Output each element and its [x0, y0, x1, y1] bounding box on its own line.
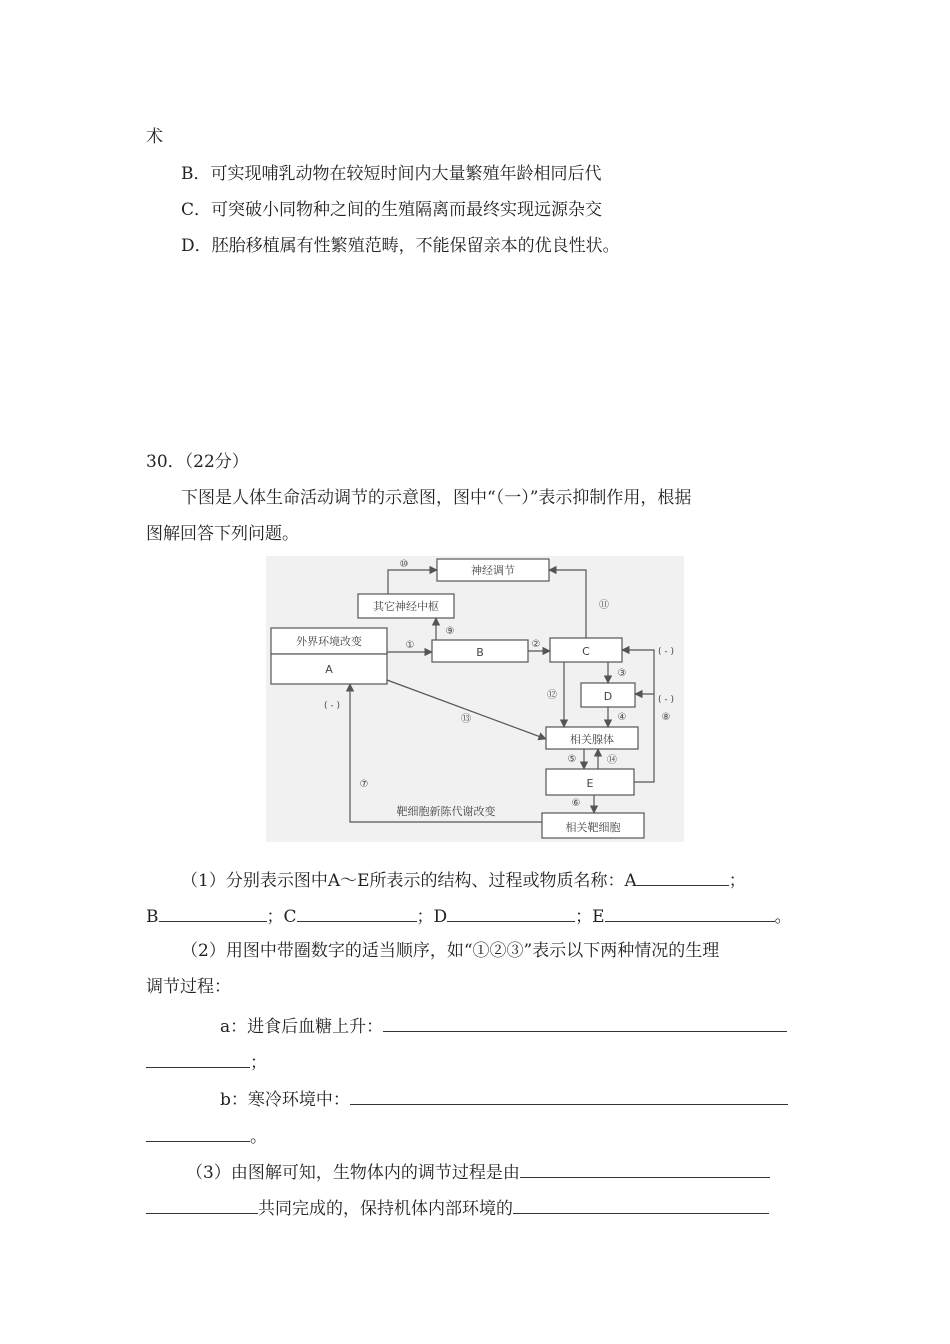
num-10: ⑩ [399, 559, 409, 570]
answer-blank-3a[interactable] [520, 1160, 770, 1178]
arrow-8 [622, 650, 654, 782]
answer-blank-3b[interactable] [513, 1196, 769, 1214]
question-intro-line2: 图解回答下列问题。 [146, 524, 299, 544]
answer-blank-2a-cont[interactable] [146, 1050, 250, 1068]
inhibit-label-1: ( - ) [658, 647, 674, 657]
num-6: ⑥ [571, 798, 581, 809]
part2-b-cont [146, 1124, 267, 1148]
separator: ； [728, 871, 746, 891]
answer-blank-c[interactable] [297, 904, 417, 922]
option-b: B．可实现哺乳动物在较短时间内大量繁殖年龄相同后代 [181, 164, 602, 184]
part1-line1 [181, 868, 746, 892]
label-A: A [325, 663, 333, 676]
arrow-10 [388, 570, 437, 594]
num-2: ② [531, 639, 541, 650]
label-metab-change: 靶细胞新陈代谢改变 [396, 805, 496, 818]
num-12: ⑫ [547, 690, 557, 701]
inhibit-label-3: ( - ) [324, 701, 340, 711]
separator: ； [250, 1053, 267, 1073]
regulation-diagram [266, 556, 684, 842]
option-d: D．胚胎移植属有性繁殖范畴，不能保留亲本的优良性状。 [181, 236, 620, 256]
num-5: ⑤ [567, 754, 577, 765]
question-intro-line1: 下图是人体生命活动调节的示意图，图中“（一）”表示抑制作用，根据 [181, 488, 692, 508]
num-3: ③ [617, 668, 627, 679]
num-4: ④ [617, 712, 627, 723]
part3-prompt: （3）由图解可知，生物体内的调节过程是由 [186, 1163, 520, 1183]
part1-line2 [146, 904, 792, 928]
answer-blank-b[interactable] [159, 904, 267, 922]
inhibit-label-2: ( - ) [658, 695, 674, 705]
num-13: ⑬ [461, 714, 471, 725]
answer-blank-a[interactable] [637, 868, 729, 886]
num-1: ① [405, 640, 415, 651]
part2-b-prompt: b：寒冷环境中： [220, 1090, 350, 1110]
separator: ； [416, 907, 434, 927]
part3-line1 [186, 1160, 770, 1184]
arrow-11 [549, 570, 586, 638]
num-14: ⑭ [607, 755, 617, 766]
period: 。 [774, 907, 792, 927]
option-c: C．可突破小同物种之间的生殖隔离而最终实现远源杂交 [181, 200, 603, 220]
answer-blank-e[interactable] [605, 904, 775, 922]
label-gland: 相关腺体 [570, 733, 614, 746]
separator: ； [575, 907, 593, 927]
part2-a-line [220, 1014, 787, 1038]
part1-prompt: （1）分别表示图中A～E所表示的结构、过程或物质名称：A [181, 871, 637, 891]
label-d: D [433, 907, 448, 927]
period: 。 [250, 1127, 267, 1147]
part2-a-prompt: a：进食后血糖上升： [220, 1017, 384, 1037]
label-other-center: 其它神经中枢 [373, 600, 439, 613]
part2-b-line [220, 1087, 788, 1111]
label-c: C [283, 907, 297, 927]
answer-blank-3a-cont[interactable] [146, 1196, 258, 1214]
arrow-7 [350, 684, 542, 822]
label-C: C [582, 645, 590, 658]
label-b: B [146, 907, 159, 927]
part3-prompt-2: 共同完成的，保持机体内部环境的 [258, 1199, 513, 1219]
separator: ； [266, 907, 284, 927]
num-8: ⑧ [661, 712, 671, 723]
answer-blank-2b[interactable] [350, 1087, 788, 1105]
part2-line2: 调节过程： [146, 977, 231, 997]
label-e: E [592, 907, 605, 927]
part3-line2 [146, 1196, 769, 1220]
label-E: E [586, 777, 594, 790]
label-nerve-regulation: 神经调节 [471, 564, 515, 577]
num-9: ⑨ [445, 626, 455, 637]
label-D: D [603, 690, 613, 703]
label-B: B [476, 646, 484, 659]
answer-blank-d[interactable] [447, 904, 575, 922]
label-target-cells: 相关靶细胞 [565, 821, 621, 834]
part2-a-cont [146, 1050, 267, 1074]
part2-line1: （2）用图中带圈数字的适当顺序，如“①②③”表示以下两种情况的生理 [181, 941, 720, 961]
answer-blank-2a[interactable] [383, 1014, 787, 1032]
answer-blank-2b-cont[interactable] [146, 1124, 250, 1142]
label-env-change: 外界环境改变 [296, 635, 362, 648]
num-11: ⑪ [599, 600, 609, 611]
arrow-13 [387, 680, 546, 739]
text-fragment: 术 [146, 127, 163, 147]
question-header: 30．（22分） [146, 452, 249, 472]
num-7: ⑦ [359, 779, 369, 790]
